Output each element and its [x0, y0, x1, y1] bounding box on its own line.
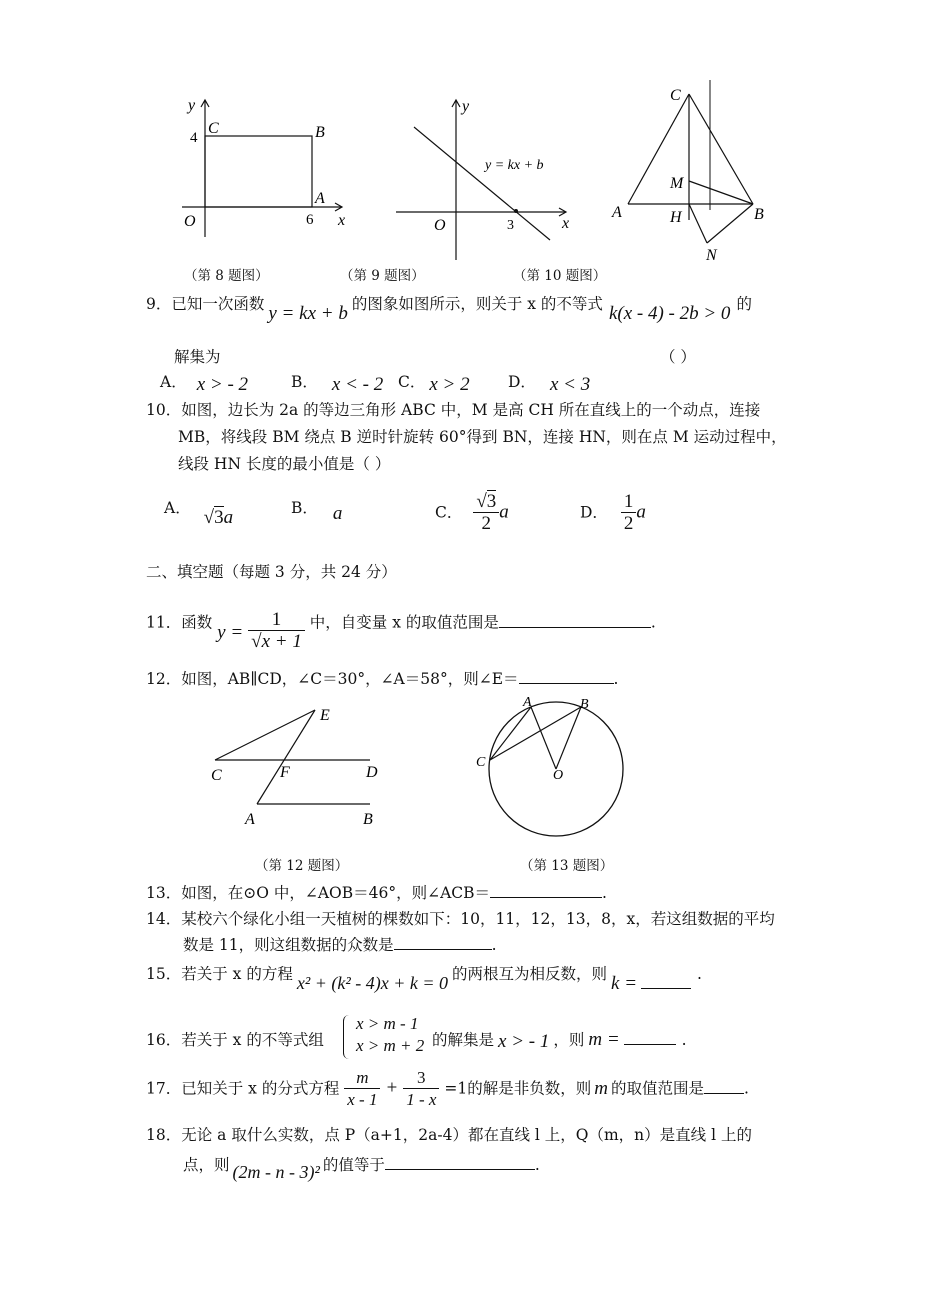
fig13-point-b: B	[580, 697, 589, 712]
fig9-x-label: x	[562, 215, 570, 232]
fig9-tick-3: 3	[507, 218, 514, 233]
question-16-rest: 的解集是 x > - 1 ，则 m = .	[432, 1029, 687, 1052]
fig12-point-f: F	[280, 764, 290, 781]
section-2-heading: 二、填空题（每题 3 分，共 24 分）	[146, 563, 397, 581]
fig10-point-h: H	[670, 209, 682, 226]
q9-option-d: D． x < 3	[508, 373, 591, 395]
fig8-x-label: x	[338, 212, 346, 229]
q18-answer-blank[interactable]	[385, 1155, 535, 1170]
q9-option-b-expr: x < - 2	[331, 374, 384, 395]
q9-text3: 的	[736, 295, 752, 313]
q9-expr-inequality: k(x - 4) - 2b > 0	[608, 303, 731, 324]
q17-f1-num: m	[344, 1068, 380, 1089]
q9-option-a: A． x > - 2	[160, 373, 249, 395]
figure-9	[390, 95, 590, 265]
fig13-caption: （第 13 题图）	[520, 858, 614, 874]
q11-answer-blank[interactable]	[499, 613, 651, 628]
q9-answer-paren: （ ）	[660, 348, 696, 366]
q14-line1: 14．某校六个绿化小组一天植树的棵数如下：10，11，12，13，8，x，若这组数据的平均	[146, 910, 775, 928]
q10-option-a-var: a	[223, 507, 234, 528]
q16-answer-blank[interactable]	[624, 1030, 676, 1045]
q17-text2: 的解是非负数，则	[467, 1079, 592, 1098]
q12-text: 12．如图，AB∥CD，∠C＝30°，∠A＝58°，则∠E＝	[146, 670, 519, 688]
q10-option-c-var: a	[499, 501, 509, 523]
q16-text3: ，则	[553, 1031, 585, 1049]
q13-text: 13．如图，在⊙O 中，∠AOB＝46°，则∠ACB＝	[146, 884, 491, 902]
q17-f1-den: x - 1	[347, 1090, 378, 1109]
q11-lhs: y =	[217, 621, 244, 643]
q9-text2: 的图象如图所示，则关于 x 的不等式	[351, 295, 603, 313]
question-18-line2: 点，则 (2m - n - 3)² 的值等于 .	[183, 1156, 540, 1182]
fig10-caption: （第 10 题图）	[513, 268, 607, 284]
q11-num: 1	[248, 610, 305, 631]
q16-text2: 的解集是	[432, 1031, 495, 1049]
q11-text2: 中，自变量 x 的取值范围是	[309, 613, 499, 632]
q9-option-a-expr: x > - 2	[196, 374, 249, 395]
q18-text2: 点，则	[183, 1156, 230, 1174]
q18-expr: (2m - n - 3)²	[232, 1162, 320, 1182]
q16-solution: x > - 1	[498, 1031, 550, 1052]
fig9-line-label: y = kx + b	[485, 158, 544, 173]
figure-10	[600, 80, 790, 270]
fig8-point-b: B	[315, 124, 325, 141]
q14-line2: 数是 11，则这组数据的众数是	[183, 936, 394, 954]
q9-option-c: C． x > 2	[398, 373, 470, 395]
fig12-point-b: B	[363, 811, 373, 828]
fig8-y-label: y	[188, 97, 196, 114]
q16-row1: x > m - 1	[356, 1014, 419, 1033]
fig10-point-b: B	[754, 206, 764, 223]
question-14-line2: 数是 11，则这组数据的众数是 .	[183, 936, 497, 954]
q18-text3: 的值等于	[322, 1156, 385, 1174]
fig10-point-m: M	[670, 175, 684, 192]
q17-answer-blank[interactable]	[704, 1079, 744, 1094]
q10-option-b-var: a	[332, 503, 343, 524]
fig12-point-c: C	[211, 767, 222, 784]
question-17: 17．已知关于 x 的分式方程 $\frac{m}{x - 1}$ + $\frac{3}{1 - x}$ =1的解是非负数，则 m 的取值范围是 .	[146, 1068, 749, 1109]
question-13: 13．如图，在⊙O 中，∠AOB＝46°，则∠ACB＝ .	[146, 884, 607, 902]
q9-text1: 9．已知一次函数	[146, 295, 265, 313]
q10-option-a-radicand: 3	[214, 507, 224, 528]
fig9-origin: O	[434, 217, 446, 234]
fig8-point-c: C	[208, 120, 219, 137]
q10-option-b: B． a	[291, 499, 343, 524]
fig12-caption: （第 12 题图）	[255, 858, 349, 874]
fig13-point-o: O	[553, 768, 564, 783]
q10-option-c-radicand: 3	[486, 491, 497, 512]
fig9-y-label: y	[462, 98, 470, 115]
q17-f2-den: 1 - x	[406, 1090, 437, 1109]
fig13-point-c: C	[476, 755, 486, 770]
q16-brace	[343, 1015, 350, 1059]
figure-13	[470, 690, 640, 845]
q15-text1: 15．若关于 x 的方程	[146, 965, 293, 983]
fig8-caption: （第 8 题图）	[184, 268, 269, 284]
q12-answer-blank[interactable]	[519, 669, 614, 684]
q15-text2: 的两根互为相反数，则	[452, 965, 608, 983]
q13-answer-blank[interactable]	[490, 883, 602, 898]
fig10-point-c: C	[670, 87, 681, 104]
q9-text4: 解集为	[174, 348, 221, 366]
q15-equation: x² + (k² - 4)x + k = 0	[296, 973, 448, 993]
fig9-caption: （第 9 题图）	[340, 268, 425, 284]
fig12-point-d: D	[366, 764, 378, 781]
q18-line1: 18．无论 a 取什么实数，点 P（a+1，2a-4）都在直线 l 上，Q（m，n）是直线 l 上的	[146, 1126, 752, 1144]
q17-f2-num: 3	[403, 1068, 439, 1089]
q9-option-b: B． x < - 2	[291, 373, 384, 395]
fig8-origin: O	[184, 213, 196, 230]
q16-row2: x > m + 2	[356, 1036, 425, 1055]
q15-answer-blank[interactable]	[641, 974, 691, 989]
question-9-text	[146, 292, 752, 324]
q16-m-eq: m =	[588, 1029, 620, 1050]
q10-option-d-num: 1	[621, 492, 637, 513]
fig13-point-a: A	[523, 695, 532, 710]
q10-option-a: A． √3a	[164, 499, 234, 528]
q10-line1: 10．如图，边长为 2a 的等边三角形 ABC 中，M 是高 CH 所在直线上的一个动点，连接	[146, 401, 761, 419]
fig12-point-a: A	[245, 811, 255, 828]
fig10-point-n: N	[706, 247, 717, 264]
q10-line2: MB，将线段 BM 绕点 B 逆时针旋转 60°得到 BN，连接 HN，则在点 M 运动过程中，	[178, 428, 787, 446]
q16-system	[356, 1013, 424, 1057]
q16-text1: 16．若关于 x 的不等式组	[146, 1031, 324, 1049]
q10-option-d-var: a	[636, 501, 646, 523]
q17-text1: 17．已知关于 x 的分式方程	[146, 1079, 340, 1098]
q14-answer-blank[interactable]	[394, 935, 492, 950]
question-11: 11．函数 y = $\frac{1}{√x + 1}$ 中，自变量 x 的取值范围是 .	[146, 609, 656, 652]
q9-expr-function: y = kx + b	[268, 303, 348, 324]
fig8-point-a: A	[315, 190, 325, 207]
fig8-tick-4: 4	[190, 130, 198, 146]
q10-option-c-den: 2	[481, 513, 492, 534]
q9-option-c-expr: x > 2	[429, 374, 470, 395]
q11-radicand: x + 1	[261, 631, 302, 652]
question-12: 12．如图，AB∥CD，∠C＝30°，∠A＝58°，则∠E＝ .	[146, 670, 619, 688]
figure-12	[200, 700, 390, 830]
q10-option-c: C． $\frac{√3}{2}$ a	[435, 491, 509, 534]
question-15: 15．若关于 x 的方程 x² + (k² - 4)x + k = 0 的两根互为相反数，则 k = .	[146, 965, 702, 994]
fig8-tick-6: 6	[306, 212, 314, 228]
q17-var-m: m	[594, 1077, 608, 1099]
q17-text3: 的取值范围是	[610, 1079, 704, 1098]
q15-k-eq: k =	[611, 973, 638, 994]
q17-eq: =1	[444, 1079, 468, 1098]
q10-option-d-den: 2	[623, 513, 634, 534]
q10-option-d: D． $\frac{1}{2}$ a	[580, 491, 646, 534]
q10-line3: 线段 HN 长度的最小值是（ ）	[178, 455, 391, 473]
figure-8	[170, 92, 360, 242]
fig12-point-e: E	[320, 707, 330, 724]
q9-option-d-expr: x < 3	[549, 374, 591, 395]
q11-text1: 11．函数	[146, 613, 213, 632]
q17-plus: +	[385, 1077, 399, 1099]
fig10-point-a: A	[612, 204, 622, 221]
